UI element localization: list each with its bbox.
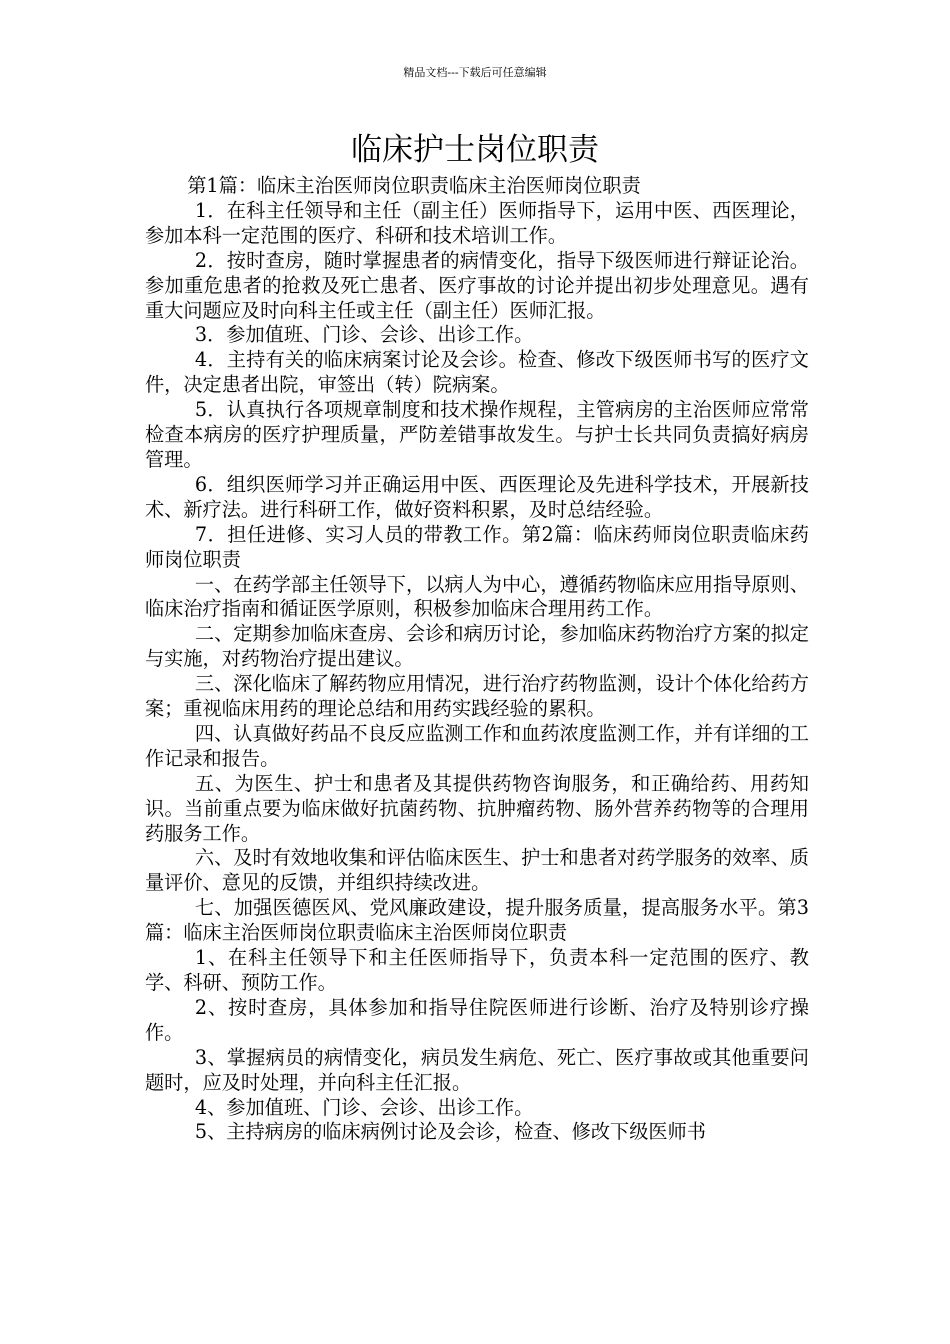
paragraph: 5．认真执行各项规章制度和技术操作规程，主管病房的主治医师应常常检查本病房的医疗护理质量，严防差错事故发生。与护士长共同负责搞好病房管理。 [145,398,809,471]
paragraph: 2、按时查房，具体参加和指导住院医师进行诊断、治疗及特别诊疗操作。 [145,995,809,1044]
paragraph: 七、加强医德医风、党风廉政建设，提升服务质量，提高服务水平。第3篇：临床主治医师岗位职责临床主治医师岗位职责 [145,896,809,945]
paragraph: 二、定期参加临床查房、会诊和病历讨论，参加临床药物治疗方案的拟定与实施，对药物治疗提出建议。 [145,622,809,671]
paragraph: 六、及时有效地收集和评估临床医生、护士和患者对药学服务的效率、质量评价、意见的反馈，并组织持续改进。 [145,846,809,895]
paragraph: 四、认真做好药品不良反应监测工作和血药浓度监测工作，并有详细的工作记录和报告。 [145,721,809,770]
paragraph: 2．按时查房，随时掌握患者的病情变化，指导下级医师进行辩证论治。参加重危患者的抢救及死亡患者、医疗事故的讨论并提出初步处理意见。遇有重大问题应及时向科主任或主任（副主任）医师汇报。 [145,248,809,322]
paragraph: 1．在科主任领导和主任（副主任）医师指导下，运用中医、西医理论，参加本科一定范围的医疗、科研和技术培训工作。 [145,198,809,247]
paragraph: 1、在科主任领导下和主任医师指导下，负责本科一定范围的医疗、教学、科研、预防工作。 [145,946,809,994]
paragraph: 4、参加值班、门诊、会诊、出诊工作。 [194,1095,534,1119]
document-title: 临床护士岗位职责 [351,132,599,168]
paragraph: 5、主持病房的临床病例讨论及会诊，检查、修改下级医师书 [194,1120,706,1144]
paragraph: 三、深化临床了解药物应用情况，进行治疗药物监测，设计个体化给药方案；重视临床用药的理论总结和用药实践经验的累积。 [145,672,809,721]
paragraph: 4．主持有关的临床病案讨论及会诊。检查、修改下级医师书写的医疗文件，决定患者出院，审签出（转）院病案。 [145,348,809,397]
section-heading: 第1篇：临床主治医师岗位职责临床主治医师岗位职责 [187,174,641,197]
paragraph: 3．参加值班、门诊、会诊、出诊工作。 [194,323,534,347]
paragraph: 6．组织医师学习并正确运用中医、西医理论及先进科学技术，开展新技术、新疗法。进行科研工作，做好资料积累，及时总结经验。 [145,472,809,521]
paragraph: 五、为医生、护士和患者及其提供药物咨询服务，和正确给药、用药知识。当前重点要为临床做好抗菌药物、抗肿瘤药物、肠外营养药物等的合理用药服务工作。 [145,771,809,845]
document-body [145,174,809,1145]
paragraph: 3、掌握病员的病情变化，病员发生病危、死亡、医疗事故或其他重要问题时，应及时处理，并向科主任汇报。 [145,1045,809,1094]
paragraph: 一、在药学部主任领导下，以病人为中心，遵循药物临床应用指导原则、临床治疗指南和循证医学原则，积极参加临床合理用药工作。 [145,572,809,621]
page-header: 精品文档---下载后可任意编辑 [403,66,547,79]
paragraph: 7．担任进修、实习人员的带教工作。第2篇：临床药师岗位职责临床药师岗位职责 [145,522,809,571]
